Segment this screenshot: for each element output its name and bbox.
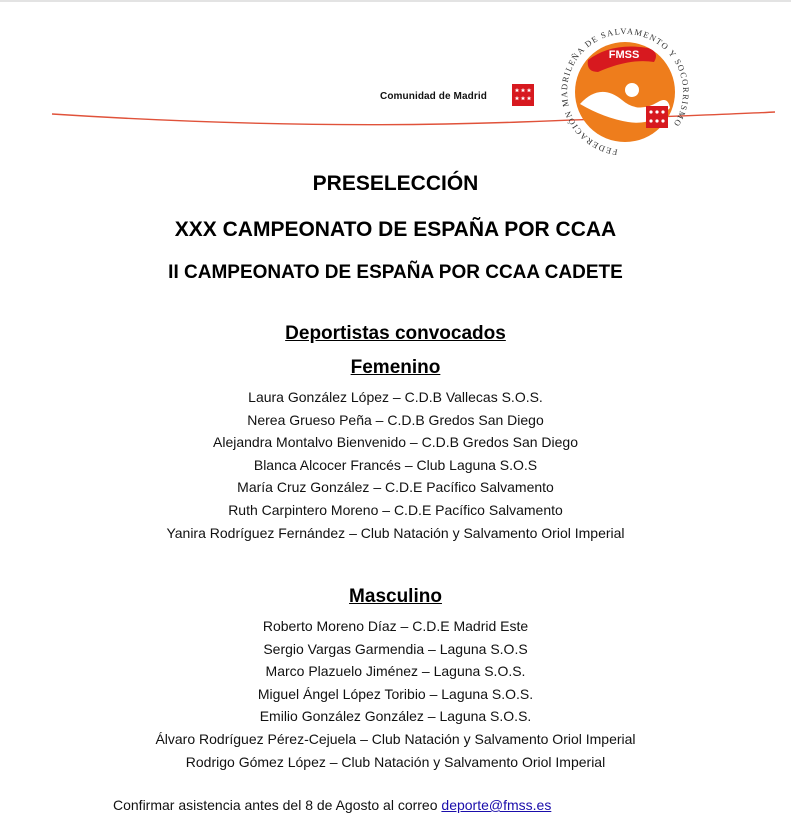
list-item: Miguel Ángel López Toribio – Laguna S.O.S.: [257, 685, 534, 702]
madrid-flag-icon: [512, 84, 534, 106]
page-top-border: [0, 0, 791, 2]
list-item: Ruth Carpintero Moreno – C.D.E Pacífico Salvamento: [228, 501, 563, 518]
fmss-logo: [550, 22, 700, 162]
deportistas-convocados-heading: Deportistas convocados: [285, 323, 506, 344]
logo-ring-text: FEDERACIÓN MADRILEÑA DE SALVAMENTO Y SOCORRISMO: [558, 25, 692, 158]
footer-text: Confirmar asistencia antes del 8 de Agosto al correo: [113, 797, 442, 813]
comunidad-madrid-label: Comunidad de Madrid: [380, 91, 487, 102]
femenino-heading: Femenino: [350, 357, 441, 378]
male-athlete-list: [0, 615, 791, 773]
svg-text:FMSS: FMSS: [608, 49, 640, 61]
list-item: Marco Plazuelo Jiménez – Laguna S.O.S.: [265, 663, 526, 680]
list-item: Nerea Grueso Peña – C.D.B Gredos San Diego: [247, 411, 544, 428]
list-item: Blanca Alcocer Francés – Club Laguna S.O.S: [253, 456, 538, 473]
female-athlete-list: [0, 386, 791, 544]
list-item: Rodrigo Gómez López – Club Natación y Salvamento Oriol Imperial: [185, 753, 606, 770]
list-item: Sergio Vargas Garmendia – Laguna S.O.S: [263, 640, 528, 657]
email-link[interactable]: deporte@fmss.es: [441, 797, 552, 813]
list-item: Alejandra Montalvo Bienvenido – C.D.B Gredos San Diego: [213, 434, 578, 451]
footer-note: [113, 797, 551, 813]
list-item: María Cruz González – C.D.E Pacífico Salvamento: [237, 479, 554, 496]
list-item: Laura González López – C.D.B Vallecas S.O.S.: [248, 389, 543, 405]
title-campeonato-cadete: II CAMPEONATO DE ESPAÑA POR CCAA CADETE: [168, 262, 623, 283]
list-item: Álvaro Rodríguez Pérez-Cejuela – Club Natación y Salvamento Oriol Imperial: [155, 730, 636, 747]
list-item: Yanira Rodríguez Fernández – Club Natación y Salvamento Oriol Imperial: [166, 524, 625, 541]
title-campeonato: XXX CAMPEONATO DE ESPAÑA POR CCAA: [174, 218, 617, 241]
masculino-heading: Masculino: [349, 586, 442, 607]
list-item: Emilio González González – Laguna S.O.S.: [259, 708, 532, 725]
title-preseleccion: PRESELECCIÓN: [312, 172, 479, 195]
list-item: Roberto Moreno Díaz – C.D.E Madrid Este: [262, 618, 529, 634]
